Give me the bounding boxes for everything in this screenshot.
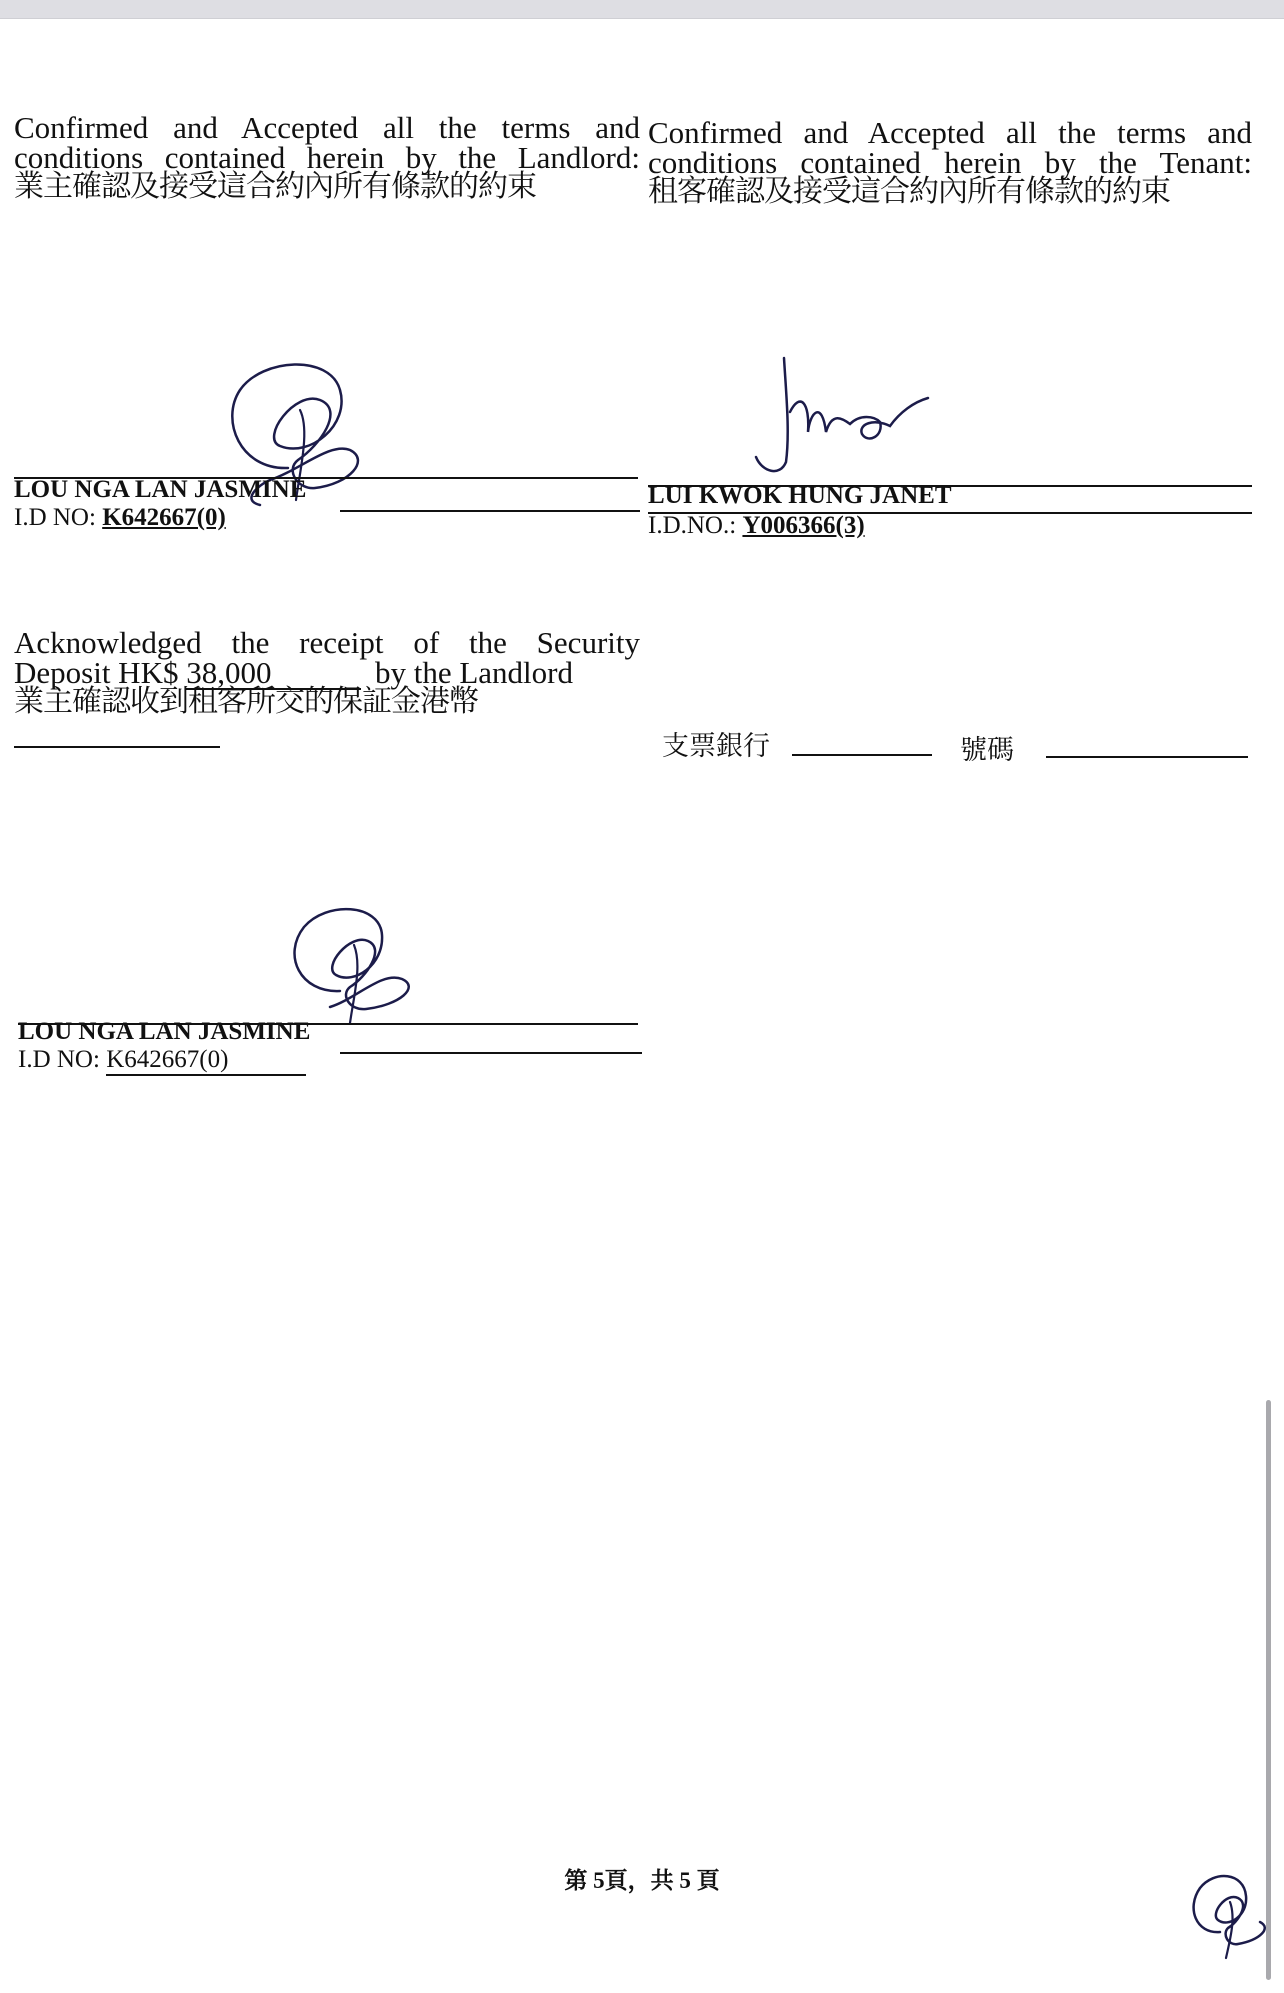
cheque-number-label: 號碼 [960, 735, 1014, 766]
deposit-prefix: Deposit HK$ [14, 655, 179, 690]
deposit-amount: 38,000 [186, 655, 272, 690]
cheque-number-blank [1046, 756, 1248, 758]
deposit-acknowledgement [14, 625, 640, 720]
deposit-blank-line [14, 746, 220, 748]
tenant-id-label: I.D.NO.: [648, 512, 737, 539]
tenant-confirm-line2: conditions contained herein by the Tenant: [648, 145, 1252, 180]
receipt-id-label: I.D NO: [18, 1046, 100, 1073]
deposit-chinese: 業主確認收到租客所交的保証金港幣 [14, 684, 478, 719]
receipt-id-value: K642667(0) [106, 1046, 229, 1073]
corner-initial-signature [1180, 1862, 1280, 1962]
deposit-line1: Acknowledged the receipt of the Security [14, 625, 640, 660]
landlord-id-label: I.D NO: [14, 504, 96, 531]
landlord-receipt-signature [270, 895, 440, 1035]
cheque-bank-blank [792, 754, 932, 756]
tenant-confirm-line1: Confirmed and Accepted all the terms and [648, 115, 1252, 150]
landlord-confirm-line1: Confirmed and Accepted all the terms and [14, 110, 640, 145]
landlord-confirm-chinese: 業主確認及接受這合約內所有條款的約束 [14, 169, 536, 204]
tenant-name: LUI KWOK HUNG JANET [648, 482, 952, 509]
viewer-top-bar [0, 0, 1284, 19]
tenant-confirm-chinese: 租客確認及接受這合約內所有條款的約束 [648, 174, 1170, 209]
page-number-footer: 第 5頁，共 5 頁 [564, 1868, 720, 1893]
deposit-suffix: by the Landlord [374, 655, 573, 690]
landlord-confirmation [14, 110, 640, 205]
landlord-name: LOU NGA LAN JASMINE [14, 476, 307, 503]
landlord-signature-line-2 [340, 510, 640, 512]
receipt-landlord-id [18, 1046, 306, 1076]
landlord-id [14, 504, 226, 532]
tenant-id [648, 512, 865, 540]
receipt-landlord-name: LOU NGA LAN JASMINE [18, 1018, 311, 1045]
cheque-bank-label: 支票銀行 [662, 731, 770, 762]
receipt-signature-line-2 [340, 1052, 642, 1054]
tenant-id-value: Y006366(3) [742, 512, 865, 539]
landlord-id-value: K642667(0) [102, 504, 226, 531]
tenant-confirmation [648, 115, 1252, 210]
landlord-confirm-line2: conditions contained herein by the Landlord: [14, 140, 640, 175]
vertical-scrollbar[interactable] [1266, 1400, 1271, 1980]
tenant-signature [750, 352, 950, 482]
